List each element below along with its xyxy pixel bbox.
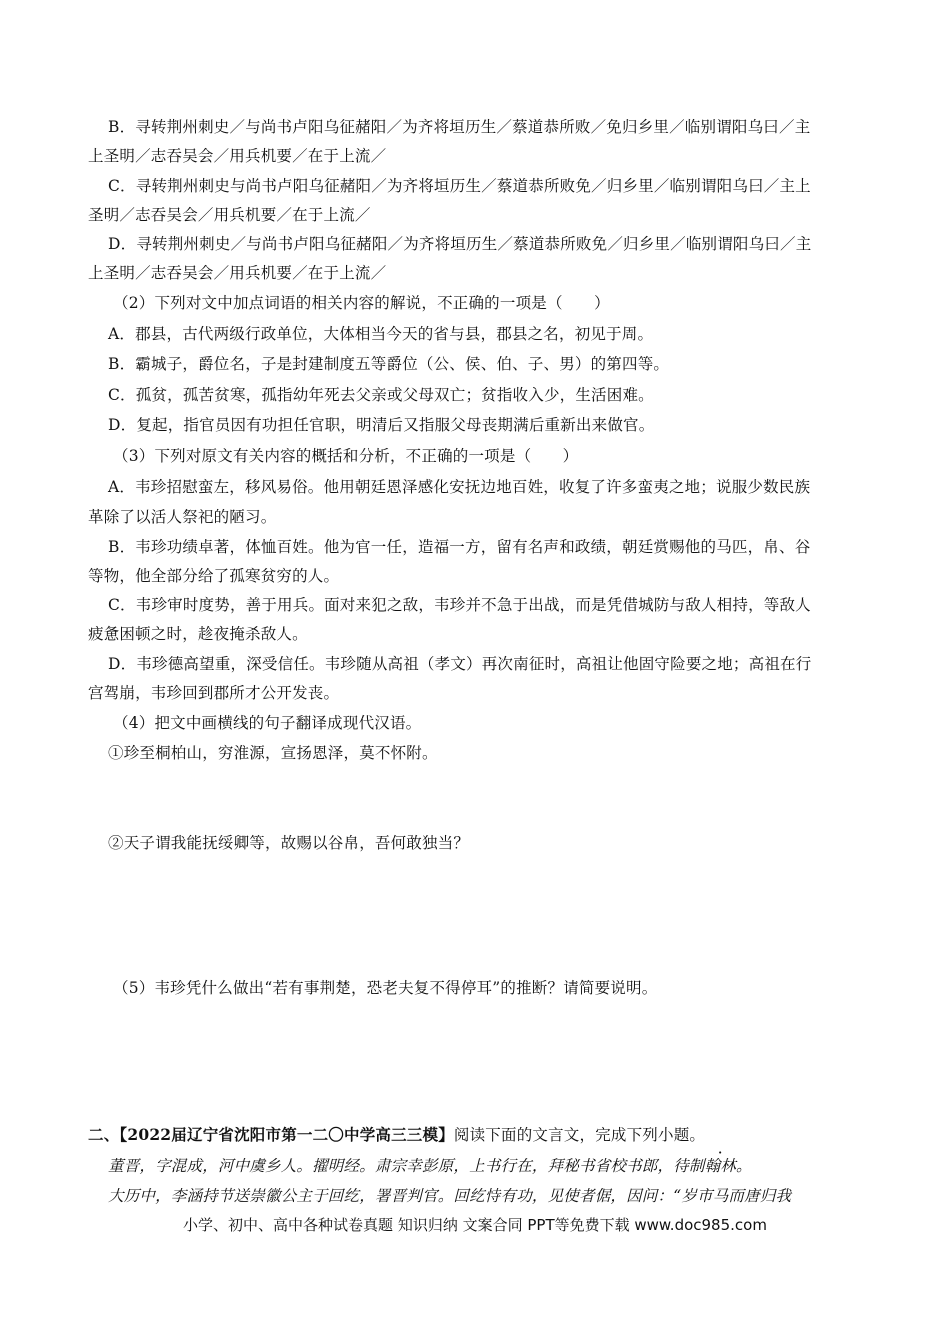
q3-option-c-line1: C．韦珍审时度势，善于用兵。面对来犯之敌，韦珍并不急于出战，而是凭借城防与敌人相持，等敌人 [108, 596, 811, 614]
q1-option-c-line2: 圣明／志吞吴会／用兵机要／在于上流／ [88, 206, 371, 224]
q3-option-b-line2: 等物，他全部分给了孤寒贫穷的人。 [88, 567, 340, 585]
passage-p1-text: 董晋，字混成，河中虞乡人。擢明经。肃宗幸彭原，上书行在，拜秘书省校书郎，待制 [108, 1157, 705, 1175]
q3-option-a-line1: A．韦珍招慰蛮左，移风易俗。他用朝廷恩泽感化安抚边地百姓，收复了许多蛮夷之地；说服少数民族 [108, 478, 811, 496]
q3-option-d-line1: D．韦珍德高望重，深受信任。韦珍随从高祖（孝文）再次南征时，高祖让他固守险要之地；高祖在行 [108, 655, 812, 673]
q1-option-d-line2: 上圣明／志吞吴会／用兵机要／在于上流／ [88, 264, 387, 282]
q2-option-c: C．孤贫，孤苦贫寒，孤指幼年死去父亲或父母双亡；贫指收入少，生活困难。 [108, 386, 654, 404]
passage-paragraph-2: 大历中，李涵持节送崇徽公主于回纥，署晋判官。回纥恃有功，见使者倨，因问：“岁市马而唐归我 [108, 1187, 792, 1205]
q1-option-c-line1: C．寻转荆州刺史与尚书卢阳乌征赭阳／为齐将垣历生／蔡道恭所败免／归乡里／临别谓阳乌曰／主上 [108, 177, 811, 195]
section-2-number: 二、 [88, 1125, 120, 1144]
q4-sentence-1: ①珍至桐柏山，穷淮源，宣扬恩泽，莫不怀附。 [108, 744, 438, 762]
q5-stem: （5）韦珍凭什么做出“若有事荆楚，恐老夫复不得停耳”的推断？请简要说明。 [113, 979, 658, 997]
q4-stem: （4）把文中画横线的句子翻译成现代汉语。 [113, 714, 422, 732]
q1-option-b-line1: B．寻转荆州刺史／与尚书卢阳乌征赭阳／为齐将垣历生／蔡道恭所败／免归乡里／临别谓阳乌曰／主 [108, 118, 811, 136]
section-2-instruction: 阅读下面的文言文，完成下列小题。 [453, 1126, 706, 1144]
q2-stem: （2）下列对文中加点词语的相关内容的解说，不正确的一项是（ ） [113, 294, 610, 312]
q1-option-b-line2: 上圣明／志吞吴会／用兵机要／在于上流／ [88, 147, 387, 165]
q4-sentence-2: ②天子谓我能抚绥卿等，故赐以谷帛，吾何敢独当？ [108, 834, 470, 852]
q3-option-b-line1: B．韦珍功绩卓著，体恤百姓。他为官一任，造福一方，留有名声和政绩，朝廷赏赐他的马匹，帛、谷 [108, 538, 811, 556]
page-footer: 小学、初中、高中各种试卷真题 知识归纳 文案合同 PPT等免费下载 www.doc985.com [183, 1216, 767, 1234]
q2-option-b: B．霸城子，爵位名，子是封建制度五等爵位（公、侯、伯、子、男）的第四等。 [108, 355, 670, 373]
q3-option-a-line2: 革除了以活人祭祀的陋习。 [88, 508, 277, 526]
passage-paragraph-1 [108, 1156, 898, 1176]
q1-option-d-line1: D．寻转荆州刺史／与尚书卢阳乌征赭阳／为齐将垣历生／蔡道恭所败免／归乡里／临别谓阳乌曰／主 [108, 235, 812, 253]
q3-option-d-line2: 宫驾崩，韦珍回到郡所才公开发丧。 [88, 684, 340, 702]
q3-stem: （3）下列对原文有关内容的概括和分析，不正确的一项是（ ） [113, 447, 579, 465]
section-2-heading [88, 1125, 878, 1145]
section-2-source: 【2022届辽宁省沈阳市第一二〇中学高三三模】 [119, 1125, 454, 1144]
q2-option-d: D．复起，指官员因有功担任官职，明清后又指服父母丧期满后重新出来做官。 [108, 416, 655, 434]
q3-option-c-line2: 疲惫困顿之时，趁夜掩杀敌人。 [88, 625, 308, 643]
q2-option-a: A．郡县，古代两级行政单位，大体相当今天的省与县，郡县之名，初见于周。 [108, 325, 654, 343]
dotted-term-hanlin: 翰林 [704, 1157, 737, 1175]
passage-p1-end: 。 [736, 1157, 752, 1175]
